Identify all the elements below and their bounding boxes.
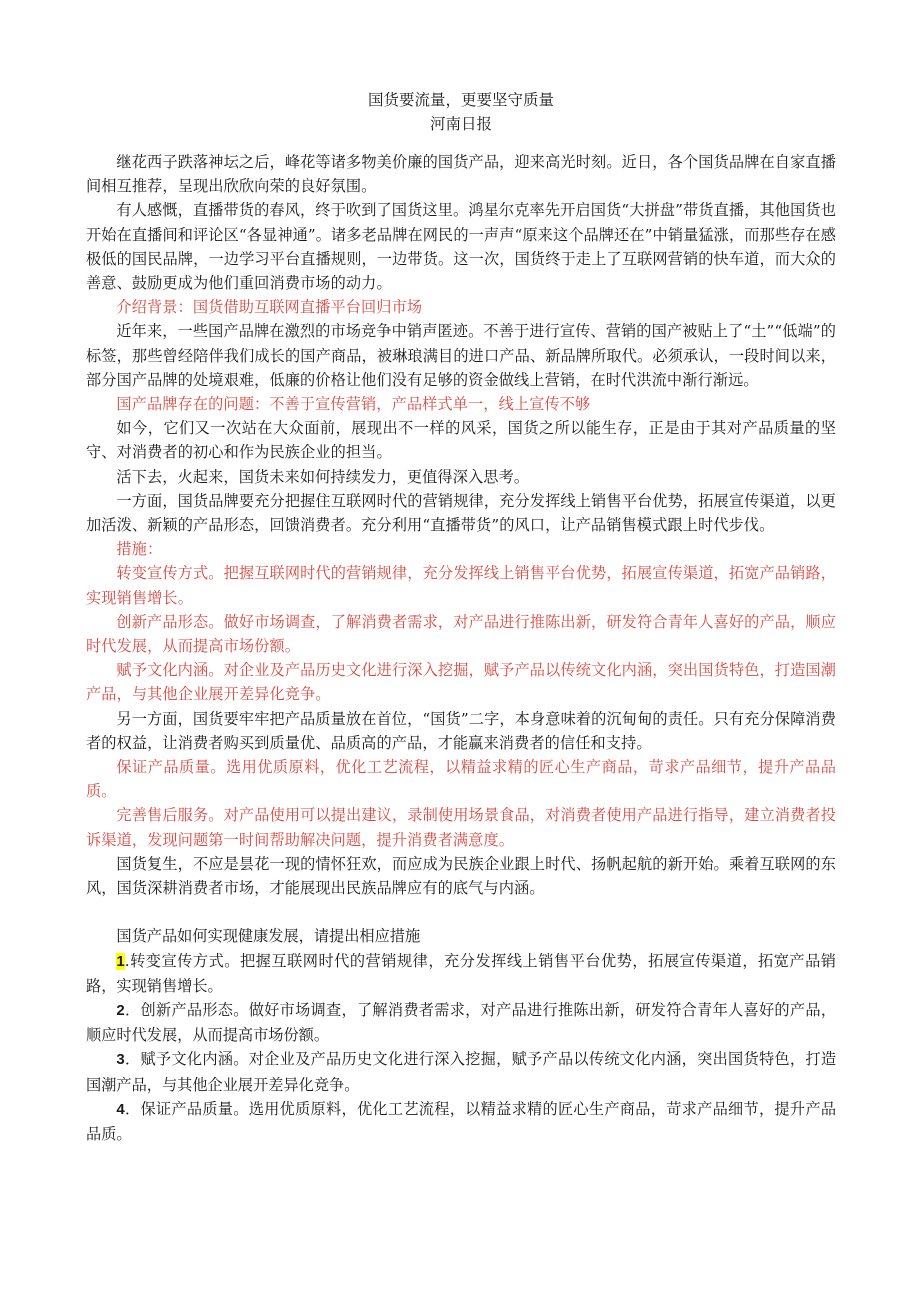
document-page <box>86 88 836 1146</box>
answer-number: 3 <box>116 1051 125 1069</box>
answer-item <box>86 949 836 998</box>
answer-text: ．创新产品形态。做好市场调查，了解消费者需求，对产品进行推陈出新，研发符合青年人喜好的产品，顺应时代发展，从而提高市场份额。 <box>86 1000 836 1045</box>
answer-item <box>86 998 836 1047</box>
body-paragraph: 近年来，一些国产品牌在激烈的市场竞争中销声匿迹。不善于进行宣传、营销的国产被贴上了“土”“低端”的标签，那些曾经陪伴我们成长的国产商品，被琳琅满目的进口产品、新品牌所取代。必须承认，一段时间以来，部分国产品牌的处境艰难，低廉的价格让他们没有足够的资金做线上营销，在时代洪流中渐行渐远。 <box>86 322 836 389</box>
answer-item <box>86 1047 836 1096</box>
section-gap <box>86 900 836 924</box>
answer-item <box>86 1097 836 1146</box>
body-paragraph: 如今，它们又一次站在大众面前，展现出不一样的风采，国货之所以能生存，正是由于其对产品质量的坚守、对消费者的初心和作为民族企业的担当。 <box>86 419 836 462</box>
body-paragraph: 一方面，国货品牌要充分把握住互联网时代的营销规律，充分发挥线上销售平台优势，拓展宣传渠道，以更加活泼、新颖的产品形态，回馈消费者。充分利用“直播带货”的风口，让产品销售模式跟上时代步伐。 <box>86 491 836 535</box>
annotation-measure: 完善售后服务。对产品使用可以提出建议，录制使用场景食品，对消费者使用产品进行指导，建立消费者投诉渠道，发现问题第一时间帮助解决问题，提升消费者满意度。 <box>86 806 836 849</box>
answer-text: .转变宣传方式。把握互联网时代的营销规律，充分发挥线上销售平台优势，拓展宣传渠道，拓宽产品销路，实现销售增长。 <box>86 951 836 995</box>
annotation-measure: 保证产品质量。选用优质原料，优化工艺流程，以精益求精的匠心生产商品，苛求产品细节，提升产品品质。 <box>86 758 836 801</box>
body-paragraph: 国货复生，不应是昙花一现的情怀狂欢，而应成为民族企业跟上时代、扬帆起航的新开始。乘着互联网的东风，国货深耕消费者市场，才能展现出民族品牌应有的底气与内涵。 <box>86 854 836 898</box>
body-paragraph: 另一方面，国货要牢牢把产品质量放在首位，“国货”二字，本身意味着的沉甸甸的责任。只有充分保障消费者的权益，让消费者购买到质量优、品质高的产品，才能赢来消费者的信任和支持。 <box>86 709 836 752</box>
article-title: 国货要流量，更要坚守质量 <box>367 91 554 109</box>
answer-number: 4 <box>116 1100 125 1118</box>
body-paragraph: 有人感慨，直播带货的春风，终于吹到了国货这里。鸿星尔克率先开启国货“大拼盘”带货直播，其他国货也开始在直播间和评论区“各显神通”。诸多老品牌在网民的一声声“原来这个品牌还在”中销量猛涨，而那些存在感极低的国民品牌，一边学习平台直播规则，一边带货。这一次，国货终于走上了互联网营销的快车道，而大众的善意、鼓励更成为他们重回消费市场的动力。 <box>86 201 836 293</box>
answer-number: 2 <box>116 1001 125 1019</box>
article-source: 河南日报 <box>429 115 492 133</box>
body-paragraph: 活下去，火起来，国货未来如何持续发力，更值得深入思考。 <box>116 467 530 486</box>
annotation-measures-heading: 措施： <box>116 540 163 559</box>
annotation-measure: 转变宣传方式。把握互联网时代的营销规律，充分发挥线上销售平台优势，拓展宣传渠道，拓宽产品销路，实现销售增长。 <box>86 564 836 607</box>
answer-number: 1 <box>116 952 125 970</box>
answer-text: ．赋予文化内涵。对企业及产品历史文化进行深入挖掘，赋予产品以传统文化内涵，突出国货特色，打造国潮产品，与其他企业展开差异化竞争。 <box>86 1050 836 1094</box>
annotation-problems: 国产品牌存在的问题：不善于宣传营销，产品样式单一，线上宣传不够 <box>116 395 591 414</box>
annotation-measure: 创新产品形态。做好市场调查，了解消费者需求，对产品进行推陈出新，研发符合青年人喜好的产品，顺应时代发展，从而提高市场份额。 <box>86 612 836 656</box>
body-paragraph: 继花西子跌落神坛之后，峰花等诸多物美价廉的国货产品，迎来高光时刻。近日，各个国货品牌在自家直播间相互推荐，呈现出欣欣向荣的良好氛围。 <box>86 153 836 196</box>
answer-text: ．保证产品质量。选用优质原料，优化工艺流程，以精益求精的匠心生产商品，苛求产品细节，提升产品品质。 <box>86 1099 836 1143</box>
annotation-measure: 赋予文化内涵。对企业及产品历史文化进行深入挖掘，赋予产品以传统文化内涵，突出国货特色，打造国潮产品，与其他企业展开差异化竞争。 <box>86 661 836 704</box>
question-text: 国货产品如何实现健康发展，请提出相应措施 <box>116 927 421 946</box>
annotation-background: 介绍背景：国货借助互联网直播平台回归市场 <box>116 298 423 317</box>
